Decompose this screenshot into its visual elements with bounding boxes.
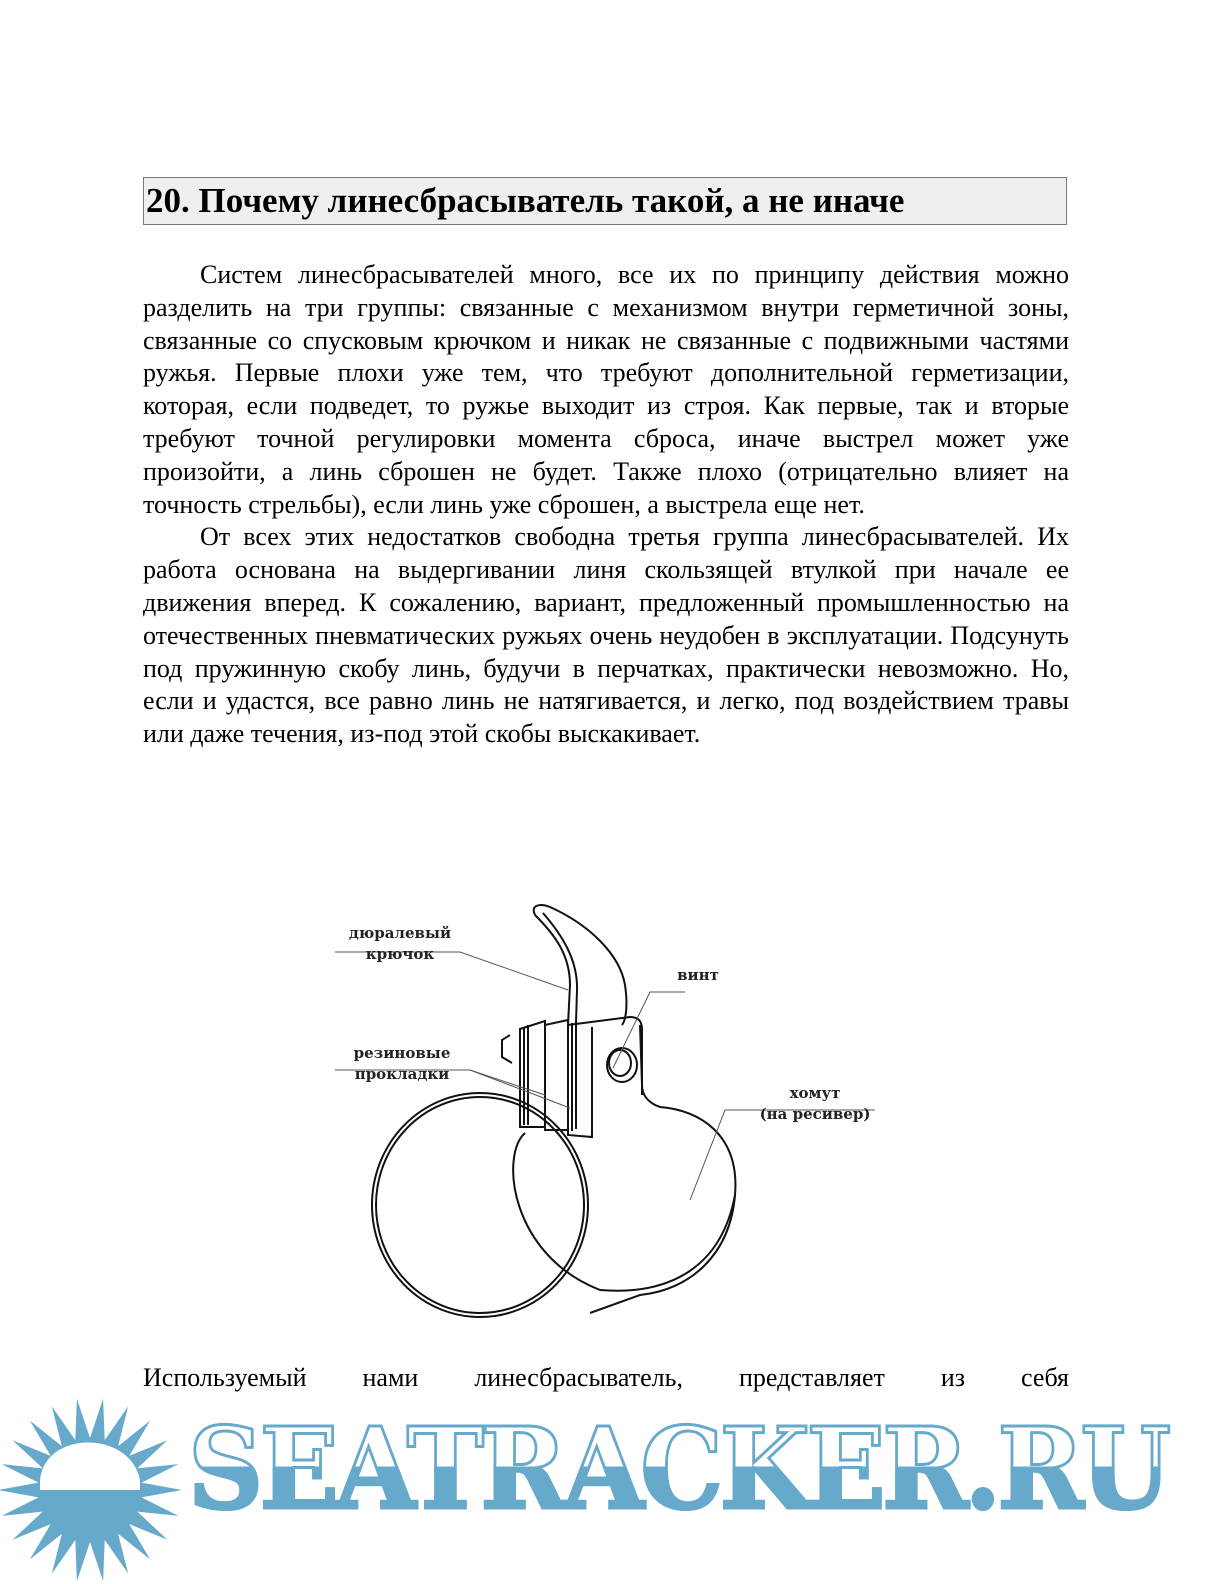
label-clamp [745,1083,885,1125]
label-hook [340,923,460,965]
paragraph: От всех этих недостатков свободна третья группа линесбрасывателей. Их работа основана на выдергивании линя скользящей втулкой при начале ее движения вперед. К сожалению, вариант, предложенный промышленностью на отечественных пневматических ружьях очень неудобен в эксплуатации. Подсунуть под пружинную скобу линь, будучи в перчатках, практически невозможно. Но, если и удастся, все равно линь не натягивается, и легко, под воздействием травы или даже течения, из-под этой скобы выскакивает. [143,522,1069,749]
label-hook-line1: дюралевый [348,924,452,942]
paragraph-start: Используемый нами линесбрасыватель, представляет из себя [143,1363,1069,1392]
seatracker-watermark [0,1390,1224,1584]
label-pads-line2: прокладки [354,1065,450,1083]
paragraph: Систем линесбрасывателей много, все их по принципу действия можно разделить на три группы: связанные с механизмом внутри герметичной зоны, связанные со спусковым крючком и никак не связанные с подвижными частями ружья. Первые плохи уже тем, что требуют дополнительной герметизации, которая, если подведет, то ружье выходит из строя. Как первые, так и вторые требуют точной регулировки момента сброса, иначе выстрел может уже произойти, а линь сброшен не будет. Также плохо (отрицательно влияет на точность стрельбы), если линь уже сброшен, а выстрела еще нет. [143,260,1069,519]
label-clamp-line1: хомут [789,1084,841,1102]
watermark-text: SEATRACKER.RU [188,1404,1168,1535]
label-rubber-pads [342,1043,462,1085]
section-heading-box [143,177,1067,225]
label-clamp-line2: (на ресивер) [759,1105,871,1123]
sun-logo-icon [0,1390,190,1584]
section-title: 20. Почему линесбрасыватель такой, а не иначе [146,181,905,220]
body-text [143,259,1069,751]
label-hook-line2: крючок [365,945,435,963]
label-pads-line1: резиновые [353,1044,451,1062]
line-release-figure [330,895,890,1325]
label-screw: винт [677,966,719,984]
